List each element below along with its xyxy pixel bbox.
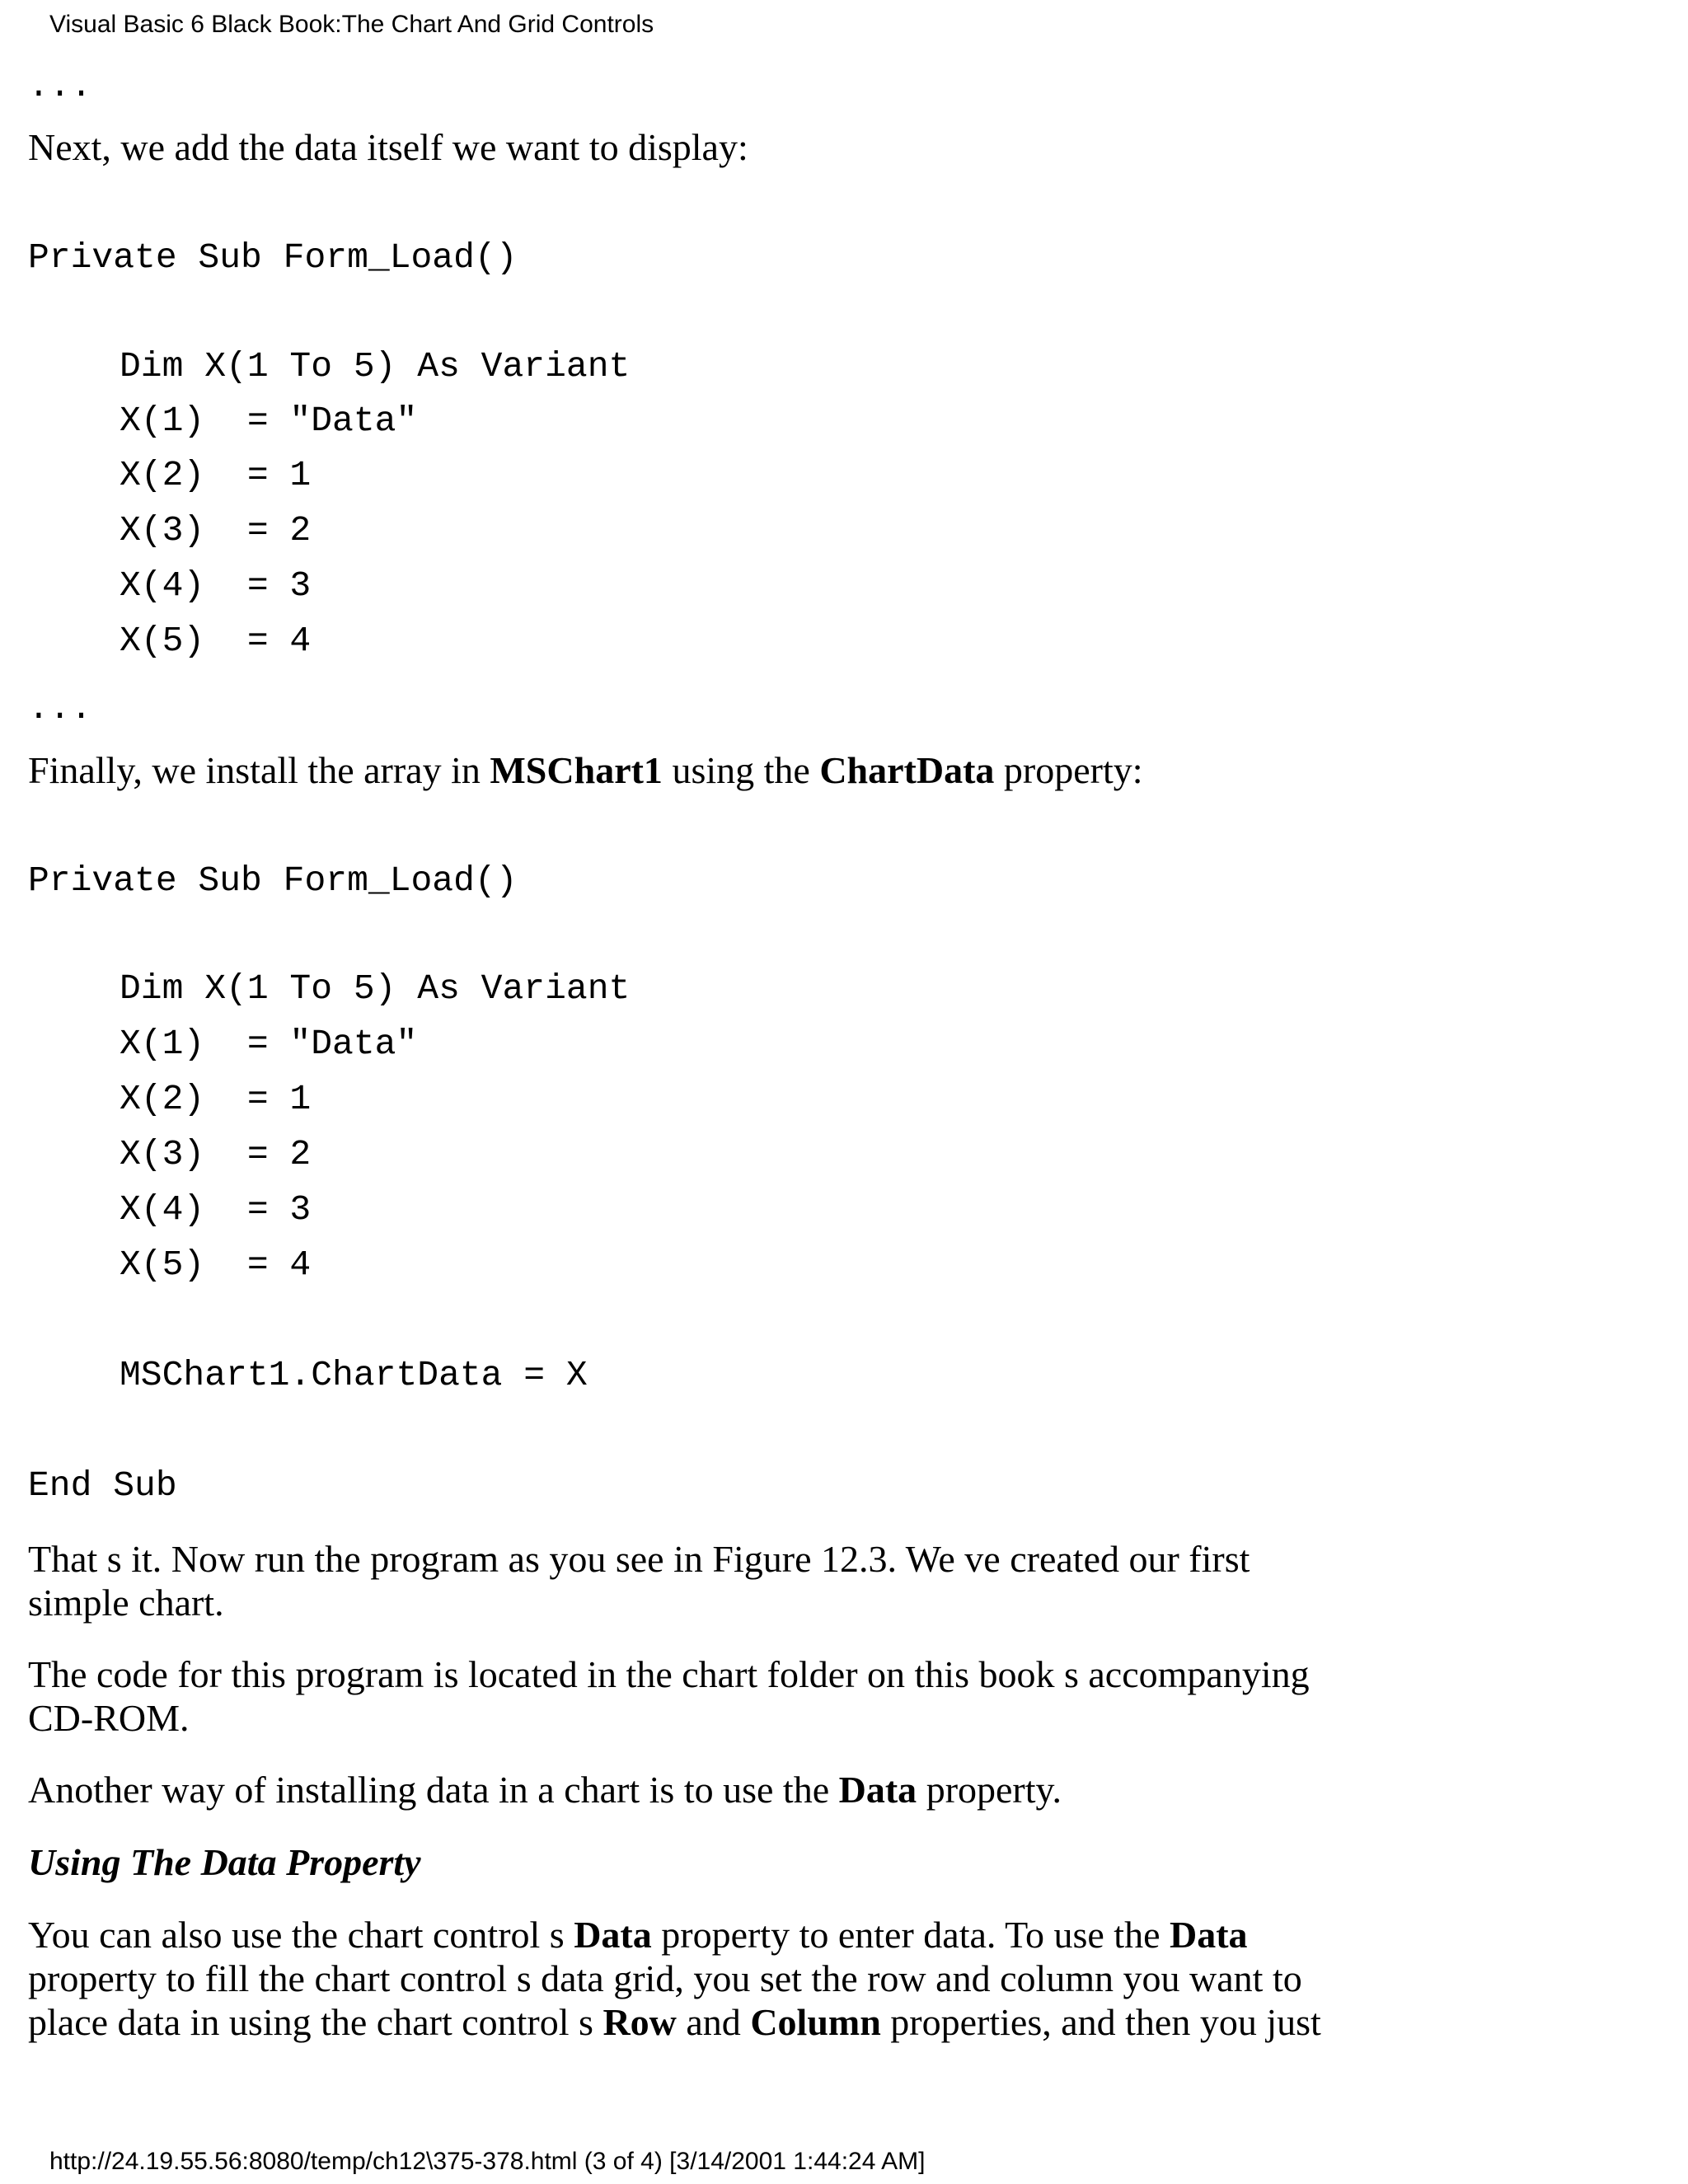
paragraph: The code for this program is located in the chart folder on this book s accompanying CD-ROM.: [28, 1653, 1310, 1739]
code-line: MSChart1.ChartData = X: [120, 1355, 588, 1395]
page-header-title: Visual Basic 6 Black Book:The Chart And Grid Controls: [49, 11, 654, 38]
code-line: X(2) = 1: [120, 455, 312, 495]
code-line: Dim X(1 To 5) As Variant: [120, 968, 631, 1009]
code-line: X(4) = 3: [120, 565, 312, 606]
code-line: X(4) = 3: [120, 1189, 312, 1230]
paragraph: Finally, we install the array in MSChart1 using the ChartData property:: [28, 749, 1143, 791]
paragraph: That s it. Now run the program as you see in Figure 12.3. We ve created our first simple chart.: [28, 1538, 1250, 1624]
code-line: X(5) = 4: [120, 621, 312, 661]
code-line: End Sub: [28, 1465, 177, 1506]
paragraph: Another way of installing data in a chart is to use the Data property.: [28, 1769, 1062, 1811]
paragraph: You can also use the chart control s Data property to enter data. To use the Data property to fill the chart control s data grid, you set the row and column you want to place data in using the chart control s Row and Column properties, and then you just: [28, 1914, 1321, 2043]
code-line: X(1) = "Data": [120, 1024, 418, 1064]
page-footer-url: http://24.19.55.56:8080/temp/ch12\375-378.html (3 of 4) [3/14/2001 1:44:24 AM]: [49, 2148, 926, 2175]
code-line: X(3) = 2: [120, 1134, 312, 1174]
code-line: X(5) = 4: [120, 1244, 312, 1285]
ellipsis: ...: [28, 66, 92, 106]
code-line: X(1) = "Data": [120, 401, 418, 441]
paragraph: Next, we add the data itself we want to display:: [28, 126, 748, 168]
code-line: Private Sub Form_Load(): [28, 237, 518, 278]
code-line: X(3) = 2: [120, 510, 312, 551]
ellipsis: ...: [28, 688, 92, 729]
code-line: X(2) = 1: [120, 1079, 312, 1119]
section-heading: Using The Data Property: [28, 1841, 421, 1883]
code-line: Private Sub Form_Load(): [28, 860, 518, 901]
code-line: Dim X(1 To 5) As Variant: [120, 346, 631, 387]
